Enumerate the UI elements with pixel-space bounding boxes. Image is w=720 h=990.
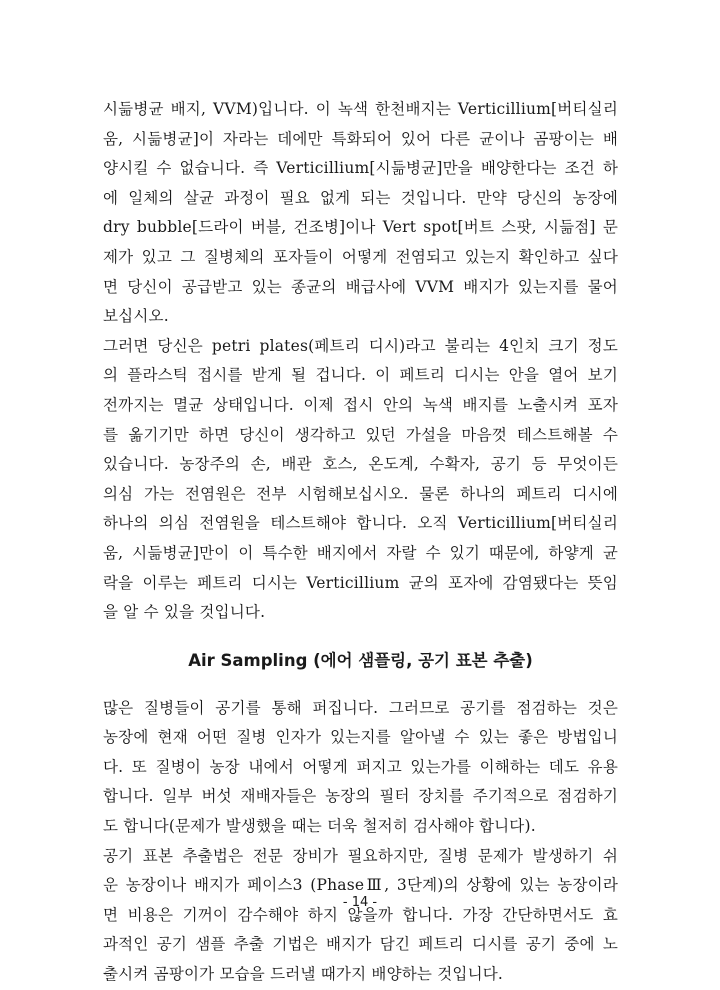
text-line: 다. 또 질병이 농장 내에서 어떻게 퍼지고 있는가를 이해하는 데도 유용: [103, 757, 618, 776]
text-line: 많은 질병들이 공기를 통해 퍼집니다. 그러므로 공기를 점검하는 것은: [103, 698, 618, 717]
text-line: 움, 시듦병균]만이 이 특수한 배지에서 자랄 수 있기 때문에, 하얗게 균: [103, 543, 618, 562]
text-line: 를 옮기기만 하면 당신이 생각하고 있던 가설을 마음껏 테스트해볼 수: [103, 425, 618, 444]
text-line: 있습니다. 농장주의 손, 배관 호스, 온도계, 수확자, 공기 등 무엇이든: [103, 455, 618, 474]
text-line: 하나의 의심 전염원을 테스트해야 합니다. 오직 Verticillium[버티실리: [103, 514, 618, 533]
text-line: 공기 표본 추출법은 전문 장비가 필요하지만, 질병 문제가 발생하기 쉬: [103, 846, 618, 865]
text-line: 도 합니다(문제가 발생했을 때는 더욱 철저히 검사해야 합니다).: [103, 817, 536, 836]
text-line: 운 농장이나 배지가 페이스3 (PhaseⅢ, 3단계)의 상황에 있는 농장이라: [103, 876, 618, 895]
text-line: 그러면 당신은 petri plates(페트리 디시)라고 불리는 4인치 크기 정도: [103, 336, 618, 355]
text-line: dry bubble[드라이 버블, 건조병]이나 Vert spot[버트 스팟, 시듦점] 문: [103, 218, 618, 237]
body-section-top: [103, 95, 618, 628]
paragraph: [103, 842, 618, 990]
section-heading: Air Sampling (에어 샘플링, 공기 표본 추출): [188, 650, 533, 670]
text-line: 시듦병균 배지, VVM)입니다. 이 녹색 한천배지는 Verticillium[버티실리: [103, 100, 618, 118]
body-section-bottom: [103, 694, 618, 990]
text-line: 양시킬 수 없습니다. 즉 Verticillium[시듦병균]만을 배양한다는 조건 하: [103, 159, 618, 178]
text-line: 의심 가는 전염원은 전부 시험해보십시오. 물론 하나의 페트리 디시에: [103, 484, 618, 503]
text-line: 의 플라스틱 접시를 받게 될 겁니다. 이 페트리 디시는 안을 열어 보기: [103, 366, 618, 385]
text-line: 면 당신이 공급받고 있는 종균의 배급사에 VVM 배지가 있는지를 물어: [103, 277, 618, 296]
text-line: 농장에 현재 어떤 질병 인자가 있는지를 알아낼 수 있는 좋은 방법입니: [103, 728, 618, 747]
text-line: 합니다. 일부 버섯 재배자들은 농장의 필터 장치를 주기적으로 점검하기: [103, 787, 618, 806]
text-line: 전까지는 멸균 상태입니다. 이제 접시 안의 녹색 배지를 노출시켜 포자: [103, 395, 618, 414]
text-line: 을 알 수 있을 것입니다.: [103, 603, 266, 622]
text-line: 면 비용은 기꺼이 감수해야 하지 않을까 합니다. 가장 간단하면서도 효: [103, 905, 618, 924]
text-line: 락을 이루는 페트리 디시는 Verticillium 균의 포자에 감염됐다는 뜻임: [103, 573, 618, 592]
text-line: 에 일체의 살균 과정이 필요 없게 되는 것입니다. 만약 당신의 농장에: [103, 188, 618, 207]
page-content: [103, 95, 618, 990]
page-number: - 14 -: [342, 895, 378, 910]
text-line: 움, 시듦병균]이 자라는 데에만 특화되어 있어 다른 균이나 곰팡이는 배: [103, 129, 618, 148]
text-line: 출시켜 곰팡이가 모습을 드러낼 때가지 배양하는 것입니다.: [103, 965, 504, 984]
paragraph: [103, 332, 618, 628]
text-line: 제가 있고 그 질병체의 포자들이 어떻게 전염되고 있는지 확인하고 싶다: [103, 247, 618, 266]
paragraph: [103, 95, 618, 332]
paragraph: [103, 694, 618, 842]
text-line: 보십시오.: [103, 307, 169, 326]
text-line: 과적인 공기 샘플 추출 기법은 배지가 담긴 페트리 디시를 공기 중에 노: [103, 935, 618, 954]
